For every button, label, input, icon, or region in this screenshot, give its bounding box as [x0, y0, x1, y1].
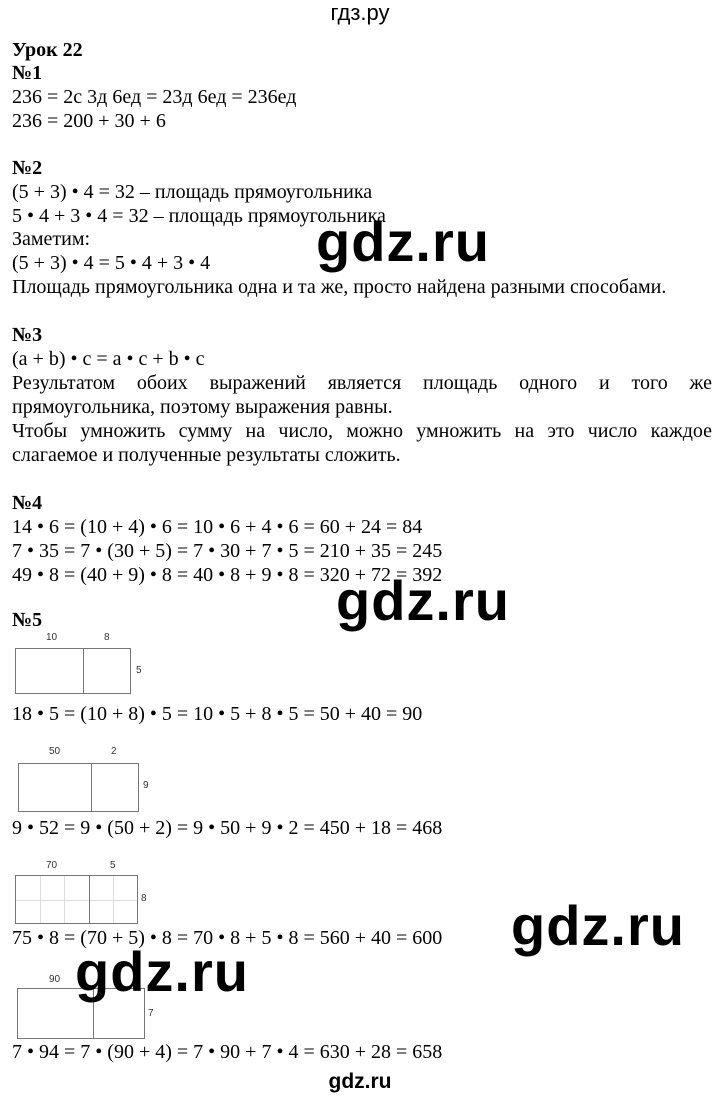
rectangle-diagram [15, 875, 138, 924]
site-footer: gdz.ru [328, 1070, 392, 1093]
task-1-heading: №1 [12, 62, 43, 84]
site-header: гдз.ру [330, 0, 390, 25]
task-2-line: (5 + 3) • 4 = 32 – площадь прямоугольника [12, 181, 373, 203]
task-4-line: 49 • 8 = (40 + 9) • 8 = 40 • 8 + 9 • 8 = 320 + 72 = 392 [12, 564, 443, 586]
task-2-heading: №2 [12, 157, 43, 179]
watermark: gdz.ru [75, 940, 249, 1003]
task-3-formula: (a + b) • c = a • c + b • c [12, 348, 205, 370]
task-5-line: 9 • 52 = 9 • (50 + 2) = 9 • 50 + 9 • 2 = 450 + 18 = 468 [12, 817, 443, 839]
lesson-title: Урок 22 [12, 39, 83, 61]
task-4-heading: №4 [12, 492, 43, 514]
rect-width-b: 5 [110, 860, 116, 871]
rect-width-a: 70 [46, 860, 58, 871]
task-3-paragraph: Результатом обоих выражений является площадь одного и того же прямоугольника, поэтому выражения равны. [12, 372, 712, 418]
rectangle-diagram [15, 648, 131, 694]
watermark: gdz.ru [316, 210, 490, 273]
rect-width-a: 90 [49, 974, 61, 985]
task-5-line: 75 • 8 = (70 + 5) • 8 = 70 • 8 + 5 • 8 = 560 + 40 = 600 [12, 927, 443, 949]
task-2-line: Заметим: [12, 228, 91, 250]
rect-width-b: 2 [111, 746, 117, 757]
rect-width-b: 8 [104, 632, 110, 643]
rect-height: 8 [141, 893, 147, 904]
watermark: gdz.ru [336, 569, 510, 632]
task-5-heading: №5 [12, 609, 43, 631]
task-1-line: 236 = 2с 3д 6ед = 23д 6ед = 236ед [12, 86, 297, 108]
task-2-line: 5 • 4 + 3 • 4 = 32 – площадь прямоугольника [12, 205, 386, 227]
rect-height: 7 [148, 1008, 154, 1019]
task-3-heading: №3 [12, 324, 43, 346]
task-4-line: 14 • 6 = (10 + 4) • 6 = 10 • 6 + 4 • 6 = 60 + 24 = 84 [12, 516, 423, 538]
rect-height: 9 [143, 780, 149, 791]
task-4-line: 7 • 35 = 7 • (30 + 5) = 7 • 30 + 7 • 5 = 210 + 35 = 245 [12, 540, 443, 562]
rect-width-a: 50 [49, 746, 61, 757]
rect-width-a: 10 [46, 632, 58, 643]
task-2-line: Площадь прямоугольника одна и та же, просто найдена разными способами. [12, 276, 667, 298]
rect-height: 5 [136, 665, 142, 676]
task-5-line: 18 • 5 = (10 + 8) • 5 = 10 • 5 + 8 • 5 = 50 + 40 = 90 [12, 703, 423, 725]
task-5-line: 7 • 94 = 7 • (90 + 4) = 7 • 90 + 7 • 4 = 630 + 28 = 658 [12, 1041, 443, 1063]
task-1-line: 236 = 200 + 30 + 6 [12, 110, 166, 132]
task-2-line: (5 + 3) • 4 = 5 • 4 + 3 • 4 [12, 252, 211, 274]
task-3-paragraph: Чтобы умножить сумму на число, можно умножить на это число каждое слагаемое и полученные результаты сложить. [12, 420, 712, 466]
watermark: gdz.ru [511, 894, 685, 957]
rectangle-diagram [18, 763, 139, 812]
